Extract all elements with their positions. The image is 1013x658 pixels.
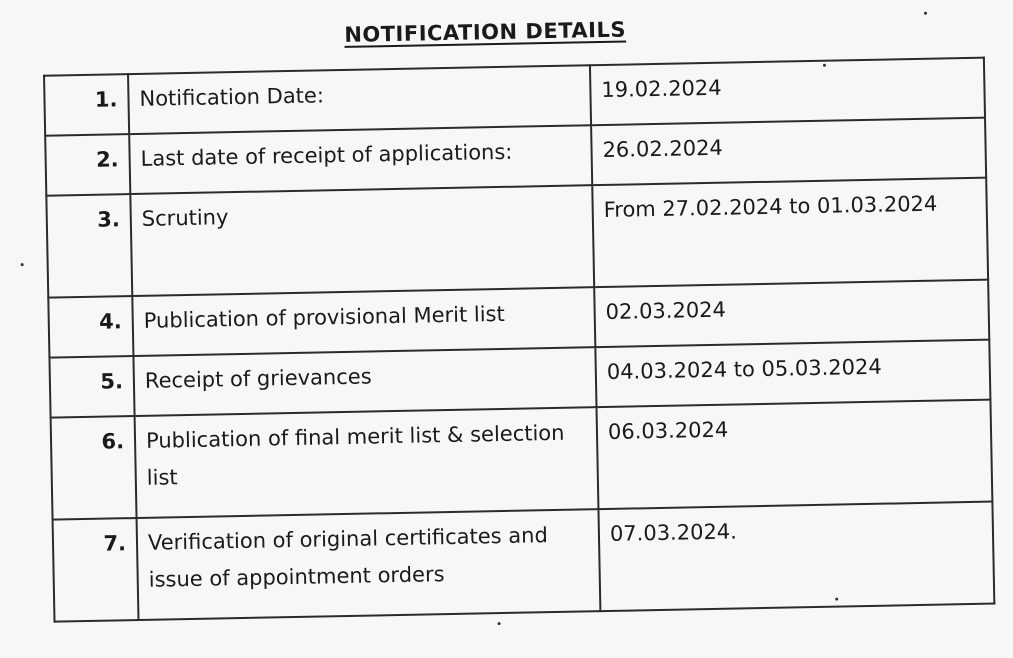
row-item: Verification of original certificates and issue of appointment orders: [137, 509, 601, 620]
page-title: NOTIFICATION DETAILS: [344, 17, 627, 47]
table-row: [51, 400, 993, 520]
table-row: [53, 502, 995, 622]
row-item: Receipt of grievances: [133, 347, 596, 416]
row-date: 04.03.2024 to 05.03.2024: [595, 340, 990, 408]
row-date: 19.02.2024: [590, 58, 985, 126]
row-item: Scrutiny: [130, 185, 594, 296]
row-item: Notification Date:: [128, 65, 591, 134]
row-number: 6.: [51, 416, 137, 520]
row-number: 5.: [49, 356, 134, 418]
scan-speck: [21, 263, 24, 266]
scan-speck: [498, 622, 501, 625]
notification-details-table: [43, 57, 995, 623]
row-number: 1.: [44, 74, 129, 136]
row-date: From 27.02.2024 to 01.03.2024: [592, 178, 988, 288]
row-item: Publication of provisional Merit list: [132, 287, 595, 356]
table-row: [46, 178, 988, 298]
scan-speck: [823, 64, 826, 67]
row-number: 2.: [45, 134, 130, 196]
scan-speck: [924, 12, 927, 15]
row-item: Publication of final merit list & selection list: [135, 407, 599, 518]
row-number: 3.: [46, 194, 132, 298]
row-number: 4.: [48, 296, 133, 358]
row-date: 07.03.2024.: [598, 502, 994, 612]
row-item: Last date of receipt of applications:: [129, 125, 592, 194]
row-date: 02.03.2024: [594, 280, 989, 348]
row-date: 06.03.2024: [596, 400, 992, 510]
row-date: 26.02.2024: [591, 118, 986, 186]
row-number: 7.: [53, 518, 139, 622]
scan-speck: [835, 598, 838, 601]
